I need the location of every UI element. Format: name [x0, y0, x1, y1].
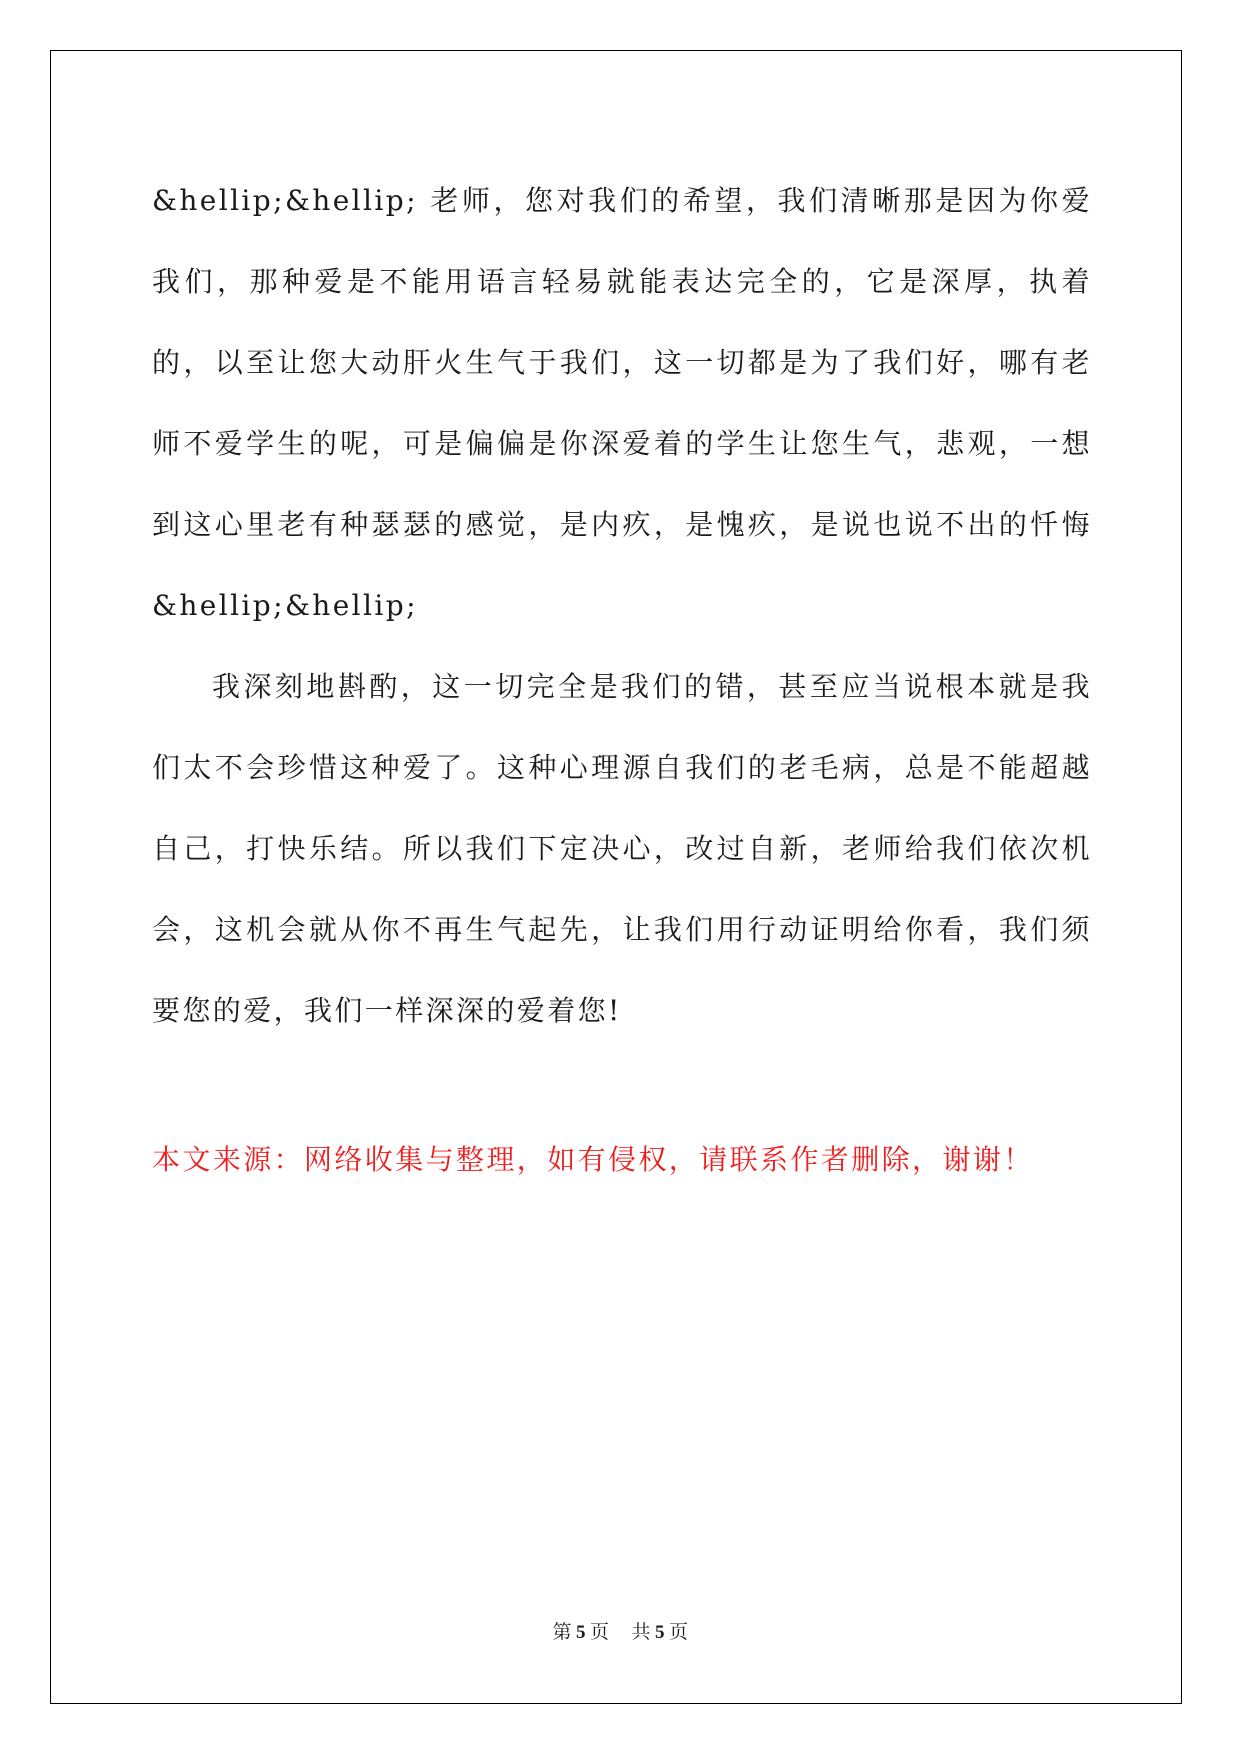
total-page-count: 5 [655, 1622, 666, 1643]
source-note: 本文来源：网络收集与整理，如有侵权，请联系作者删除，谢谢！ [152, 1143, 1034, 1176]
paragraph-2: 我深刻地斟酌，这一切完全是我们的错，甚至应当说根本就是我们太不会珍惜这种爱了。这种心理源自我们的老毛病，总是不能超越自己，打快乐结。所以我们下定决心，改过自新，老师给我们依次机会，这机会就从你不再生气起先，让我们用行动证明给你看，我们须要您的爱，我们一样深深的爱着您! [152, 670, 1092, 1027]
page-label-prefix: 第 [552, 1621, 572, 1643]
page-footer [0, 1617, 1241, 1644]
total-label-suffix: 页 [669, 1621, 689, 1643]
paragraph-1: &hellip;&hellip; 老师，您对我们的希望，我们清晰那是因为你爱我们，那种爱是不能用语言轻易就能表达完全的，它是深厚，执着的，以至让您大动肝火生气于我们，这一切都是为了我们好，哪有老师不爱学生的呢，可是偏偏是你深爱着的学生让您生气，悲观，一想到这心里老有种瑟瑟的感觉，是内疚，是愧疚，是说也说不出的忏悔&hellip;&hellip; [152, 184, 1092, 622]
current-page-number: 5 [575, 1622, 586, 1643]
page-label-suffix: 页 [589, 1621, 610, 1643]
document-body [152, 160, 1092, 1200]
total-label-prefix: 共 [631, 1621, 652, 1643]
